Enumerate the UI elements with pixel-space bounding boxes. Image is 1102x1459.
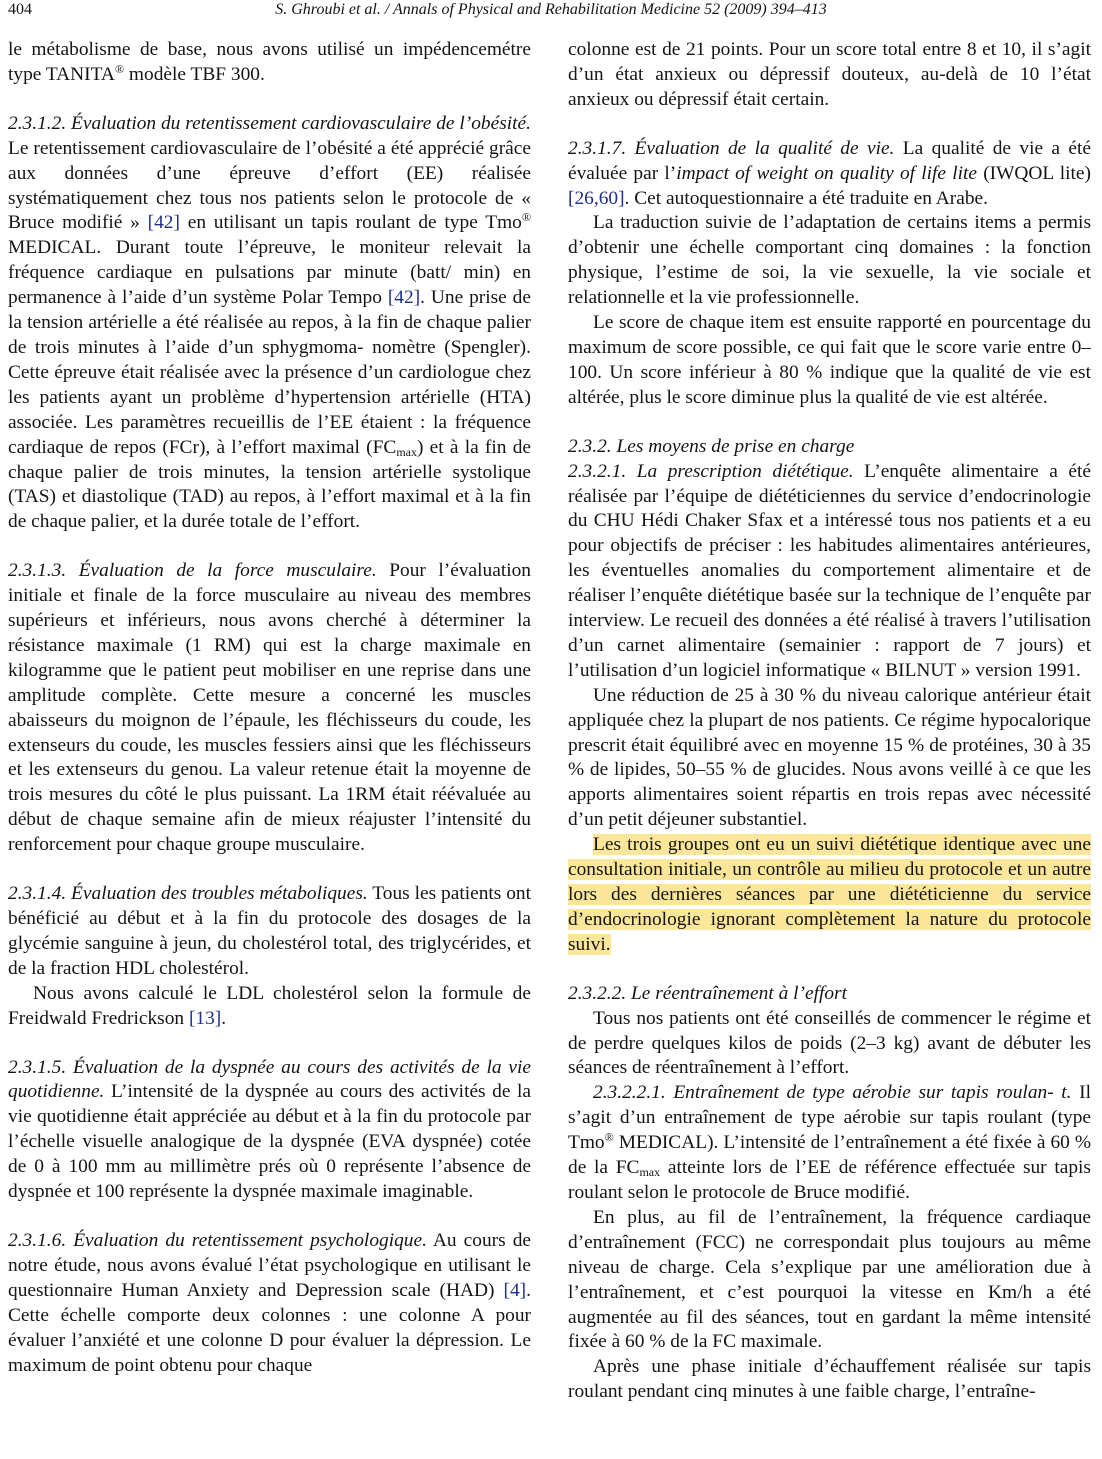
paragraph: Le score de chaque item est ensuite rapporté en pourcentage du maximum de score possible, ce qui fait que le score varie entre 0–100. Un score inférieur à 80 % indique que la qualité de vie est altérée, plus le score diminue plus la qualité de vie est altérée. xyxy=(568,312,1091,408)
section-heading: 2.3.2.2.1. Entraînement de type aérobie sur tapis roulan- t. xyxy=(593,1082,1072,1104)
paragraph: colonne est de 21 points. Pour un score total entre 8 et 10, il s’agit d’un état anxieux ou dépressif douteux, au-delà de 10 l’état anxieux ou dépressif était certain. xyxy=(568,39,1091,110)
paragraph: Nous avons calculé le LDL cholestérol selon la formule de Freidwald Fredrickson [13]. xyxy=(8,982,531,1029)
paragraph: Une réduction de 25 à 30 % du niveau calorique antérieur était appliquée chez la plupart de nos patients. Ce régime hypocalorique prescrit était équilibré avec en moyenne 15 % de protéines, 30 à 35 % de lipides, 50–55 % de glucides. Nous avons veillé à ce que les apports alimentaires soient répartis en trois repas avec nécessité d’un petit déjeuner substantiel. xyxy=(568,684,1091,831)
subscript: max xyxy=(639,1165,661,1180)
section-heading: 2.3.2.1. La prescription diététique. xyxy=(568,460,854,482)
registered-mark: ® xyxy=(521,210,531,225)
section-heading: 2.3.1.6. Évaluation du retentissement psychologique. xyxy=(8,1229,427,1251)
paragraph: En plus, au fil de l’entraînement, la fréquence cardiaque d’entraînement (FCC) ne correspondait plus toujours au même niveau de charge. Cela s’explique par une amélioration due à l’entraînement, et c’est pourquoi la vitesse en Km/h a été augmentée au fil des séances, tout en gardant la même intensité fixée à 60 % de la FC maximale. xyxy=(568,1206,1091,1353)
paragraph: le métabolisme de base, nous avons utilisé un impédencemétre type TANITA® modèle TBF 300. xyxy=(8,39,531,85)
citation-link[interactable]: [4] xyxy=(503,1279,527,1301)
section-heading-2-3-2-2: 2.3.2.2. Le réentraînement à l’effort xyxy=(568,982,847,1004)
left-column xyxy=(8,38,531,1378)
registered-mark: ® xyxy=(604,1130,614,1145)
highlight: Les trois groupes ont eu un suivi diététique identique avec une consultation initiale, un contrôle au milieu du protocole et un autre lors des dernières séances par une diététicienne du service d’endocrinologie ignorant complètement la nature du protocole suivi. xyxy=(568,834,1091,955)
section-heading-2-3-2: 2.3.2. Les moyens de prise en charge xyxy=(568,435,855,457)
section-2-3-1-3: 2.3.1.3. Évaluation de la force musculaire. Pour l’évaluation initiale et finale de la force musculaire au niveau des membres supérieurs et inférieurs, nous avons cherché à déterminer la résistance maximale (1 RM) qui est la charge maximale en kilogramme que le patient peut mobiliser en une reprise dans une amplitude complète. Cette mesure a concerné les muscles abaisseurs du moignon de l’épaule, les fléchisseurs du coude, les extenseurs du coude, les muscles fessiers ainsi que les fléchisseurs et les extenseurs du genou. La valeur retenue était la moyenne de trois mesures du côté le plus puissant. La 1RM était réévaluée au début de chaque semaine afin de mieux réajuster l’intensité du renforcement pour chaque groupe musculaire. xyxy=(8,560,531,856)
section-heading: 2.3.1.4. Évaluation des troubles métaboliques. xyxy=(8,883,368,905)
section-2-3-2-1: 2.3.2.1. La prescription diététique. L’enquête alimentaire a été réalisée par l’équipe de diététiciennes du service d’endocrinologie du CHU Hédi Chaker Sfax et a intéressé tous nos patients et a eu pour objectifs de préciser : les habitudes alimentaires antérieures, les éventuelles anomalies du comportement alimentaire et de réaliser l’enquête diététique basée sur la technique de l’enquête par interview. Le recueil des données a été réalisé à travers l’utilisation d’un carnet alimentaire (semainier : rapport de 7 jours) et l’utilisation d’un logiciel informatique « BILNUT » version 1991. xyxy=(568,460,1092,681)
running-head: S. Ghroubi et al. / Annals of Physical and Rehabilitation Medicine 52 (2009) 394–413 xyxy=(275,1,827,18)
section-2-3-1-4: 2.3.1.4. Évaluation des troubles métaboliques. Tous les patients ont bénéficié au début et à la fin du protocole des dosages de la glycémie sanguine à jeun, du cholestérol total, des triglycérides, et de la fraction HDL cholestérol. xyxy=(8,883,531,979)
citation-link[interactable]: [42] xyxy=(147,212,180,234)
highlighted-paragraph xyxy=(568,833,1091,958)
section-2-3-2-2-1: 2.3.2.2.1. Entraînement de type aérobie sur tapis roulan- t. Il s’agit d’un entraînement de type aérobie sur tapis roulant (type Tmo® MEDICAL). L’intensité de l’entraînement a été fixée à 60 % de la $FC_{max}$ atteinte lors de l’EE de référence effectuée sur tapis roulant selon le protocole de Bruce modifié. xyxy=(568,1082,1091,1203)
section-2-3-1-7: 2.3.1.7. Évaluation de la qualité de vie. La qualité de vie a été évaluée par l’impact of weight on quality of life lite (IWQOL lite) [26,60]. Cet autoquestionnaire a été traduite en Arabe. xyxy=(568,137,1091,209)
paragraph: La traduction suivie de l’adaptation de certains items a permis d’obtenir une échelle comportant cinq domaines : la fonction physique, l’estime de soi, la vie sexuelle, la vie sociale et relationnelle et la vie professionnelle. xyxy=(568,212,1091,309)
section-2-3-1-5: 2.3.1.5. Évaluation de la dyspnée au cours des activités de la vie quotidienne. L’intensité de la dyspnée au cours des activités de la vie quotidienne était appréciée au début et à la fin du protocole par l’échelle visuelle analogique de la dyspnée (EVA dyspnée) cotée de 0 à 100 mm au millimètre prés où 0 représente l’absence de dyspnée et 100 représente la dyspnée maximale imaginable. xyxy=(8,1056,531,1203)
citation-link[interactable]: [42] xyxy=(387,287,421,309)
running-header xyxy=(8,0,1094,22)
right-column xyxy=(568,38,1091,1405)
paragraph: Après une phase initiale d’échauffement réalisée sur tapis roulant pendant cinq minutes à une faible charge, l’entraîne- xyxy=(568,1356,1091,1403)
citation-link[interactable]: [26,60] xyxy=(568,187,625,209)
section-heading: 2.3.1.5. Évaluation de la dyspnée au cours des activités de la vie quotidienne. xyxy=(8,1056,531,1103)
section-2-3-1-6: 2.3.1.6. Évaluation du retentissement psychologique. Au cours de notre étude, nous avons évalué l’état psychologique en utilisant le questionnaire Human Anxiety and Depression scale (HAD) [4]. Cette échelle comporte deux colonnes : une colonne A pour évaluer l’anxiété et une colonne D pour évaluer la dépression. Le maximum de point obtenu pour chaque xyxy=(8,1229,531,1376)
page-number: 404 xyxy=(8,1,32,18)
section-2-3-1-2: 2.3.1.2. Évaluation du retentissement cardiovasculaire de l’obésité. Le retentissement cardiovasculaire de l’obésité a été apprécié grâce aux données d’une épreuve d’effort (EE) réalisée systématiquement chez tous nos patients selon le protocole de « Bruce modifié » [42] en utilisant un tapis roulant de type Tmo® MEDICAL. Durant toute l’épreuve, le moniteur relevait la fréquence cardiaque en pulsations par minute (batt/ min) en permanence à l’aide d’un système Polar Tempo [42]. Une prise de la tension artérielle a été réalisée au repos, à la fin de chaque palier de trois minutes à l’aide d’un sphygmoma- nomètre (Spengler). Cette épreuve était réalisée avec la présence d’un cardiologue chez les patients ayant un problème d’hypertension artérielle (HTA) associée. Les paramètres recueillis de l’EE étaient : la fréquence cardiaque de repos (FCr), à l’effort maximal $(FC_{max})$ et à la fin de chaque palier de trois minutes, la tension artérielle systolique (TAS) et diastolique (TAD) au repos, à l’effort maximal et à la fin de chaque palier, et la durée totale de l’effort. xyxy=(8,112,531,533)
section-heading: 2.3.1.7. Évaluation de la qualité de vie. xyxy=(568,137,895,159)
subscript: max xyxy=(396,444,417,459)
citation-link[interactable]: [13] xyxy=(188,1007,222,1029)
section-heading: 2.3.1.2. Évaluation du retentissement cardiovasculaire de l’obésité. xyxy=(8,112,531,134)
registered-mark: ® xyxy=(114,61,125,76)
section-heading: 2.3.1.3. Évaluation de la force musculaire. xyxy=(8,560,377,582)
paragraph: Tous nos patients ont été conseillés de commencer le régime et de perdre quelques kilos de poids (2–3 kg) avant de débuter les séances de réentraînement à l’effort. xyxy=(568,1007,1091,1079)
